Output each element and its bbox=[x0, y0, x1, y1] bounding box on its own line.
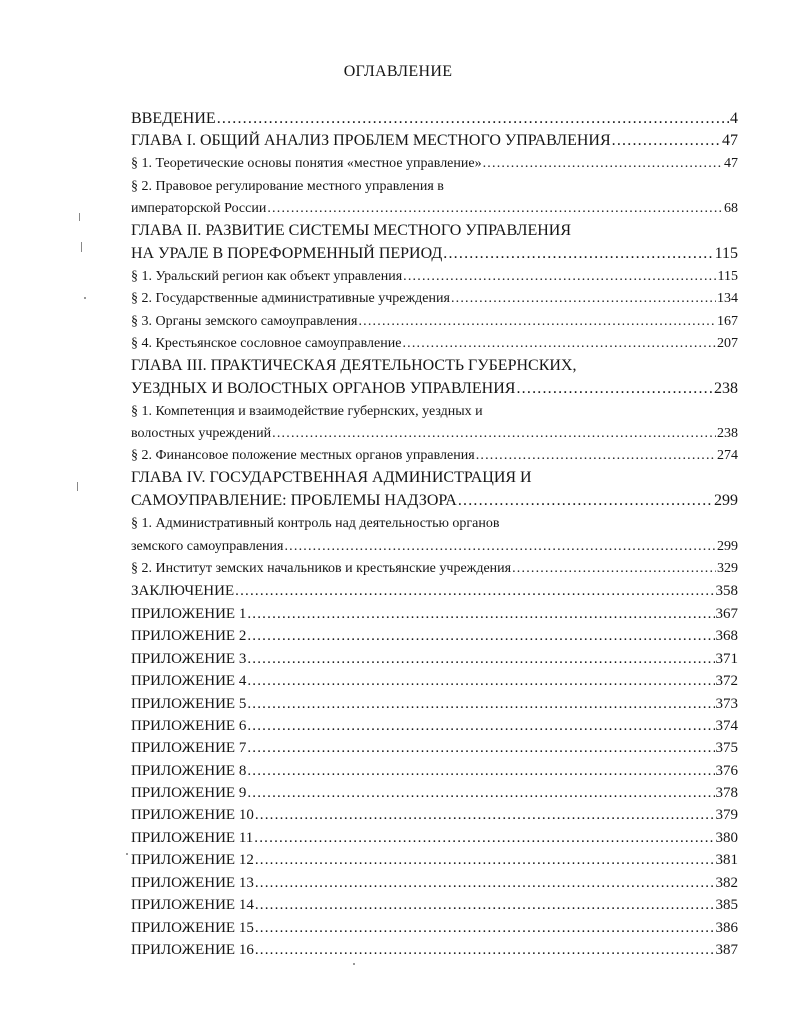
toc-entry-page: 373 bbox=[715, 696, 738, 712]
toc-entry-label: § 2. Государственные административные учреждения bbox=[131, 291, 450, 306]
toc-entry-label: ПРИЛОЖЕНИЕ 12 bbox=[131, 852, 254, 868]
toc-entry-ch1-section-2-line-1[interactable] bbox=[131, 177, 738, 197]
toc-entry-page: 382 bbox=[715, 875, 738, 891]
dot-leader bbox=[247, 671, 714, 691]
dot-leader bbox=[451, 289, 716, 309]
toc-entry-label: § 3. Органы земского самоуправления bbox=[131, 314, 358, 329]
dot-leader bbox=[403, 267, 716, 287]
toc-entry-appendix-2[interactable] bbox=[131, 626, 738, 646]
toc-entry-page: 374 bbox=[715, 718, 738, 734]
toc-entry-chapter-2[interactable] bbox=[131, 244, 738, 264]
toc-entry-page: 385 bbox=[715, 897, 738, 913]
dot-leader bbox=[443, 244, 713, 264]
toc-entry-label: волостных учреждений bbox=[131, 426, 272, 441]
dot-leader bbox=[612, 131, 721, 151]
scan-mark bbox=[81, 242, 82, 252]
dot-leader bbox=[284, 537, 716, 557]
toc-entry-ch2-section-3[interactable] bbox=[131, 312, 738, 332]
toc-entry-label: § 1. Уральский регион как объект управления bbox=[131, 269, 403, 284]
toc-entry-label: ПРИЛОЖЕНИЕ 10 bbox=[131, 807, 254, 823]
toc-entry-appendix-7[interactable] bbox=[131, 738, 738, 758]
dot-leader bbox=[483, 154, 723, 174]
toc-entry-ch2-section-1[interactable] bbox=[131, 267, 738, 287]
dot-leader bbox=[247, 626, 714, 646]
toc-entry-conclusion[interactable] bbox=[131, 581, 738, 601]
dot-leader bbox=[247, 738, 714, 758]
toc-entry-label: ЗАКЛЮЧЕНИЕ bbox=[131, 583, 235, 599]
dot-leader bbox=[272, 424, 716, 444]
toc-entry-label: ГЛАВА II. РАЗВИТИЕ СИСТЕМЫ МЕСТНОГО УПРАВЛЕНИЯ bbox=[131, 222, 572, 239]
toc-entry-chapter-4[interactable] bbox=[131, 491, 738, 511]
toc-entry-ch2-section-2[interactable] bbox=[131, 289, 738, 309]
toc-entry-ch1-section-2[interactable] bbox=[131, 199, 738, 219]
toc-entry-label: ПРИЛОЖЕНИЕ 8 bbox=[131, 763, 247, 779]
toc-entry-label: ВВЕДЕНИЕ bbox=[131, 110, 216, 127]
toc-entry-label: § 1. Компетенция и взаимодействие губернских, уездных и bbox=[131, 404, 483, 419]
toc-entry-appendix-14[interactable] bbox=[131, 895, 738, 915]
dot-leader bbox=[516, 379, 713, 399]
toc-entry-ch3-section-2[interactable] bbox=[131, 446, 738, 466]
toc-entry-appendix-3[interactable] bbox=[131, 649, 738, 669]
toc-entry-appendix-8[interactable] bbox=[131, 761, 738, 781]
dot-leader bbox=[247, 783, 714, 803]
toc-entry-page: 368 bbox=[715, 628, 738, 644]
toc-entry-chapter-3-line-1[interactable] bbox=[131, 356, 738, 376]
scan-mark bbox=[77, 482, 78, 491]
toc-entry-page: 376 bbox=[715, 763, 738, 779]
toc-entry-page: 207 bbox=[717, 336, 738, 351]
dot-leader bbox=[235, 581, 714, 601]
dot-leader bbox=[255, 918, 715, 938]
toc-entry-ch1-section-1[interactable] bbox=[131, 154, 738, 174]
toc-entry-label: § 4. Крестьянское сословное самоуправление bbox=[131, 336, 402, 351]
toc-entry-label: ГЛАВА III. ПРАКТИЧЕСКАЯ ДЕЯТЕЛЬНОСТЬ ГУБЕРНСКИХ, bbox=[131, 357, 577, 374]
toc-entry-ch3-section-1[interactable] bbox=[131, 424, 738, 444]
toc-entry-label: ПРИЛОЖЕНИЕ 14 bbox=[131, 897, 254, 913]
toc-entry-appendix-16[interactable] bbox=[131, 940, 738, 960]
toc-entry-appendix-12[interactable] bbox=[131, 850, 738, 870]
toc-entry-label: императорской России bbox=[131, 201, 267, 216]
toc-entry-appendix-6[interactable] bbox=[131, 716, 738, 736]
toc-entry-label: ПРИЛОЖЕНИЕ 16 bbox=[131, 942, 254, 958]
toc-entry-appendix-1[interactable] bbox=[131, 604, 738, 624]
dot-leader bbox=[255, 940, 715, 960]
toc-entry-label: ПРИЛОЖЕНИЕ 11 bbox=[131, 830, 254, 846]
toc-entry-label: § 2. Институт земских начальников и крестьянские учреждения bbox=[131, 561, 512, 576]
dot-leader bbox=[217, 109, 729, 129]
scan-speck bbox=[353, 963, 355, 965]
toc-entry-appendix-9[interactable] bbox=[131, 783, 738, 803]
toc-entry-label: ГЛАВА IV. ГОСУДАРСТВЕННАЯ АДМИНИСТРАЦИЯ И bbox=[131, 469, 532, 486]
toc-entry-page: 358 bbox=[715, 583, 738, 599]
toc-entry-page: 274 bbox=[717, 448, 738, 463]
toc-entry-label: земского самоуправления bbox=[131, 539, 284, 554]
toc-entry-chapter-2-line-1[interactable] bbox=[131, 221, 738, 241]
toc-entry-chapter-1[interactable] bbox=[131, 131, 738, 151]
dot-leader bbox=[255, 895, 715, 915]
dot-leader bbox=[247, 694, 714, 714]
toc-entry-appendix-13[interactable] bbox=[131, 873, 738, 893]
toc-entry-label: ПРИЛОЖЕНИЕ 13 bbox=[131, 875, 254, 891]
toc-entry-page: 299 bbox=[714, 492, 738, 509]
toc-entry-label: НА УРАЛЕ В ПОРЕФОРМЕННЫЙ ПЕРИОД bbox=[131, 245, 443, 262]
toc-entry-appendix-10[interactable] bbox=[131, 805, 738, 825]
toc-entry-label: ПРИЛОЖЕНИЕ 6 bbox=[131, 718, 247, 734]
toc-entry-page: 367 bbox=[715, 606, 738, 622]
toc-entry-ch4-section-2[interactable] bbox=[131, 559, 738, 579]
toc-entry-introduction[interactable] bbox=[131, 109, 738, 129]
toc-entry-label: ПРИЛОЖЕНИЕ 1 bbox=[131, 606, 247, 622]
toc-entry-label: ГЛАВА I. ОБЩИЙ АНАЛИЗ ПРОБЛЕМ МЕСТНОГО УПРАВЛЕНИЯ bbox=[131, 132, 611, 149]
dot-leader bbox=[267, 199, 723, 219]
toc-entry-page: 379 bbox=[715, 807, 738, 823]
toc-entry-appendix-4[interactable] bbox=[131, 671, 738, 691]
dot-leader bbox=[247, 649, 714, 669]
dot-leader bbox=[458, 491, 713, 511]
toc-entry-ch4-section-1-line-1[interactable] bbox=[131, 514, 738, 534]
toc-entry-ch2-section-4[interactable] bbox=[131, 334, 738, 354]
toc-entry-page: 380 bbox=[715, 830, 738, 846]
toc-entry-ch4-section-1[interactable] bbox=[131, 537, 738, 557]
toc-entry-page: 371 bbox=[715, 651, 738, 667]
toc-entry-page: 134 bbox=[717, 291, 738, 306]
toc-entry-page: 378 bbox=[715, 785, 738, 801]
toc-entry-page: 375 bbox=[715, 740, 738, 756]
toc-entry-label: § 2. Правовое регулирование местного управления в bbox=[131, 179, 444, 194]
toc-entry-label: ПРИЛОЖЕНИЕ 15 bbox=[131, 920, 254, 936]
toc-entry-page: 238 bbox=[717, 426, 738, 441]
toc-entry-label: САМОУПРАВЛЕНИЕ: ПРОБЛЕМЫ НАДЗОРА bbox=[131, 492, 457, 509]
toc-entry-appendix-5[interactable] bbox=[131, 694, 738, 714]
scan-mark bbox=[79, 213, 80, 221]
toc-entry-label: ПРИЛОЖЕНИЕ 4 bbox=[131, 673, 247, 689]
page-title: ОГЛАВЛЕНИЕ bbox=[343, 63, 453, 80]
toc-entry-appendix-15[interactable] bbox=[131, 918, 738, 938]
toc-entry-label: ПРИЛОЖЕНИЕ 3 bbox=[131, 651, 247, 667]
dot-leader bbox=[247, 604, 714, 624]
toc-entry-page: 115 bbox=[717, 269, 738, 284]
dot-leader bbox=[512, 559, 716, 579]
toc-entry-page: 47 bbox=[724, 156, 738, 171]
toc-entry-page: 167 bbox=[717, 314, 738, 329]
dot-leader bbox=[247, 761, 714, 781]
toc-entry-page: 386 bbox=[715, 920, 738, 936]
toc-entry-page: 372 bbox=[715, 673, 738, 689]
dot-leader bbox=[476, 446, 716, 466]
toc-entry-label: § 2. Финансовое положение местных органов управления bbox=[131, 448, 475, 463]
dot-leader bbox=[402, 334, 716, 354]
toc-entry-label: § 1. Административный контроль над деятельностью органов bbox=[131, 516, 500, 531]
scan-speck bbox=[84, 297, 86, 299]
toc-entry-label: ПРИЛОЖЕНИЕ 2 bbox=[131, 628, 247, 644]
toc-entry-page: 381 bbox=[715, 852, 738, 868]
dot-leader bbox=[255, 873, 715, 893]
toc-entry-appendix-11[interactable] bbox=[131, 828, 738, 848]
toc-entry-chapter-3[interactable] bbox=[131, 379, 738, 399]
toc-entry-page: 329 bbox=[717, 561, 738, 576]
toc-entry-page: 387 bbox=[715, 942, 738, 958]
toc-entry-page: 238 bbox=[714, 380, 738, 397]
toc-entry-label: УЕЗДНЫХ И ВОЛОСТНЫХ ОРГАНОВ УПРАВЛЕНИЯ bbox=[131, 380, 516, 397]
toc-entry-chapter-4-line-1[interactable] bbox=[131, 468, 738, 488]
toc-entry-page: 115 bbox=[714, 245, 738, 262]
toc-entry-label: ПРИЛОЖЕНИЕ 5 bbox=[131, 696, 247, 712]
dot-leader bbox=[254, 828, 714, 848]
toc-entry-page: 4 bbox=[730, 110, 738, 127]
toc-entry-page: 68 bbox=[724, 201, 738, 216]
toc-entry-ch3-section-1-line-1[interactable] bbox=[131, 402, 738, 422]
toc-entry-label: ПРИЛОЖЕНИЕ 7 bbox=[131, 740, 247, 756]
toc-entry-page: 47 bbox=[722, 132, 738, 149]
toc-entry-label: § 1. Теоретические основы понятия «местное управление» bbox=[131, 156, 482, 171]
toc-entry-page: 299 bbox=[717, 539, 738, 554]
dot-leader bbox=[255, 850, 715, 870]
dot-leader bbox=[247, 716, 714, 736]
toc-entry-label: ПРИЛОЖЕНИЕ 9 bbox=[131, 785, 247, 801]
dot-leader bbox=[255, 805, 715, 825]
dot-leader bbox=[358, 312, 716, 332]
scan-speck bbox=[126, 853, 128, 855]
